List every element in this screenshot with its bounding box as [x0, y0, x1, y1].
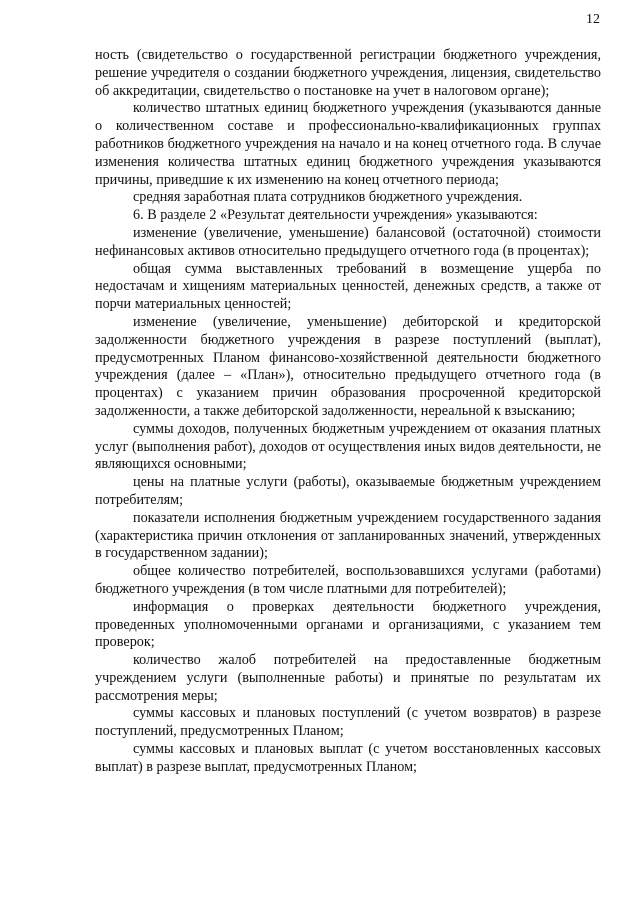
paragraph-4: 6. В разделе 2 «Результат деятельности учреждения» указываются:: [133, 207, 538, 224]
paragraph-1: ность (свидетельство о государственной регистрации бюджетного учреждения, решение учредителя о создании бюджетного учреждения, лицензия, свидетельство об аккредитации, свидетельство о постановке на учет в налоговом органе);: [95, 47, 601, 99]
paragraph-8: суммы доходов, полученных бюджетным учреждением от оказания платных услуг (выполнения работ), доходов от осуществления иных видов деятельности, не являющихся основными;: [95, 420, 601, 473]
paragraph-5: изменение (увеличение, уменьшение) балансовой (остаточной) стоимости нефинансовых активов относительно предыдущего отчетного года (в процентах);: [95, 224, 601, 259]
paragraph-13: количество жалоб потребителей на предоставленные бюджетным учреждением услуги (выполненные работы) и принятые по результатам их рассмотрения меры;: [95, 652, 601, 704]
paragraph-10: показатели исполнения бюджетным учреждением государственного задания (характеристика причин отклонения от запланированных значений, утвержденных в государственном задании);: [95, 509, 601, 562]
paragraph-11: общее количество потребителей, воспользовавшихся услугами (работами) бюджетного учреждения (в том числе платными для потребителей);: [95, 563, 601, 597]
paragraph-9: цены на платные услуги (работы), оказываемые бюджетным учреждением потребителям;: [95, 474, 601, 508]
paragraph-12: информация о проверках деятельности бюджетного учреждения, проведенных уполномоченными органами и организациями, с указанием тем проверок;: [95, 598, 601, 651]
paragraph-6: общая сумма выставленных требований в возмещение ущерба по недостачам и хищениям материальных ценностей, денежных средств, а также от порчи материальных ценностей;: [95, 260, 601, 313]
paragraph-15: суммы кассовых и плановых выплат (с учетом восстановленных кассовых выплат) в разрезе выплат, предусмотренных Планом;: [95, 741, 601, 775]
paragraph-14: суммы кассовых и плановых поступлений (с учетом возвратов) в разрезе поступлений, предусмотренных Планом;: [95, 705, 601, 740]
paragraph-3: средняя заработная плата сотрудников бюджетного учреждения.: [133, 189, 523, 206]
page-number: 12: [586, 12, 600, 27]
document-body: [95, 47, 601, 777]
paragraph-7: изменение (увеличение, уменьшение) дебиторской и кредиторской задолженности бюджетного учреждения в разрезе поступлений (выплат), предусмотренных Планом финансово-хозяйственной деятельности бюджетного учреждения (далее – «План»), относительно предыдущего отчетного года (в процентах) с указанием причин образования просроченной кредиторской задолженности, а также дебиторской задолженности, нереальной к взысканию;: [95, 313, 601, 419]
paragraph-2: количество штатных единиц бюджетного учреждения (указываются данные о количественном составе и профессионально-квалификационных группах работников бюджетного учреждения на начало и на конец отчетного года. В случае изменения количества штатных единиц бюджетного учреждения указываются причины, приведшие к их изменению на конец отчетного периода;: [95, 100, 601, 188]
